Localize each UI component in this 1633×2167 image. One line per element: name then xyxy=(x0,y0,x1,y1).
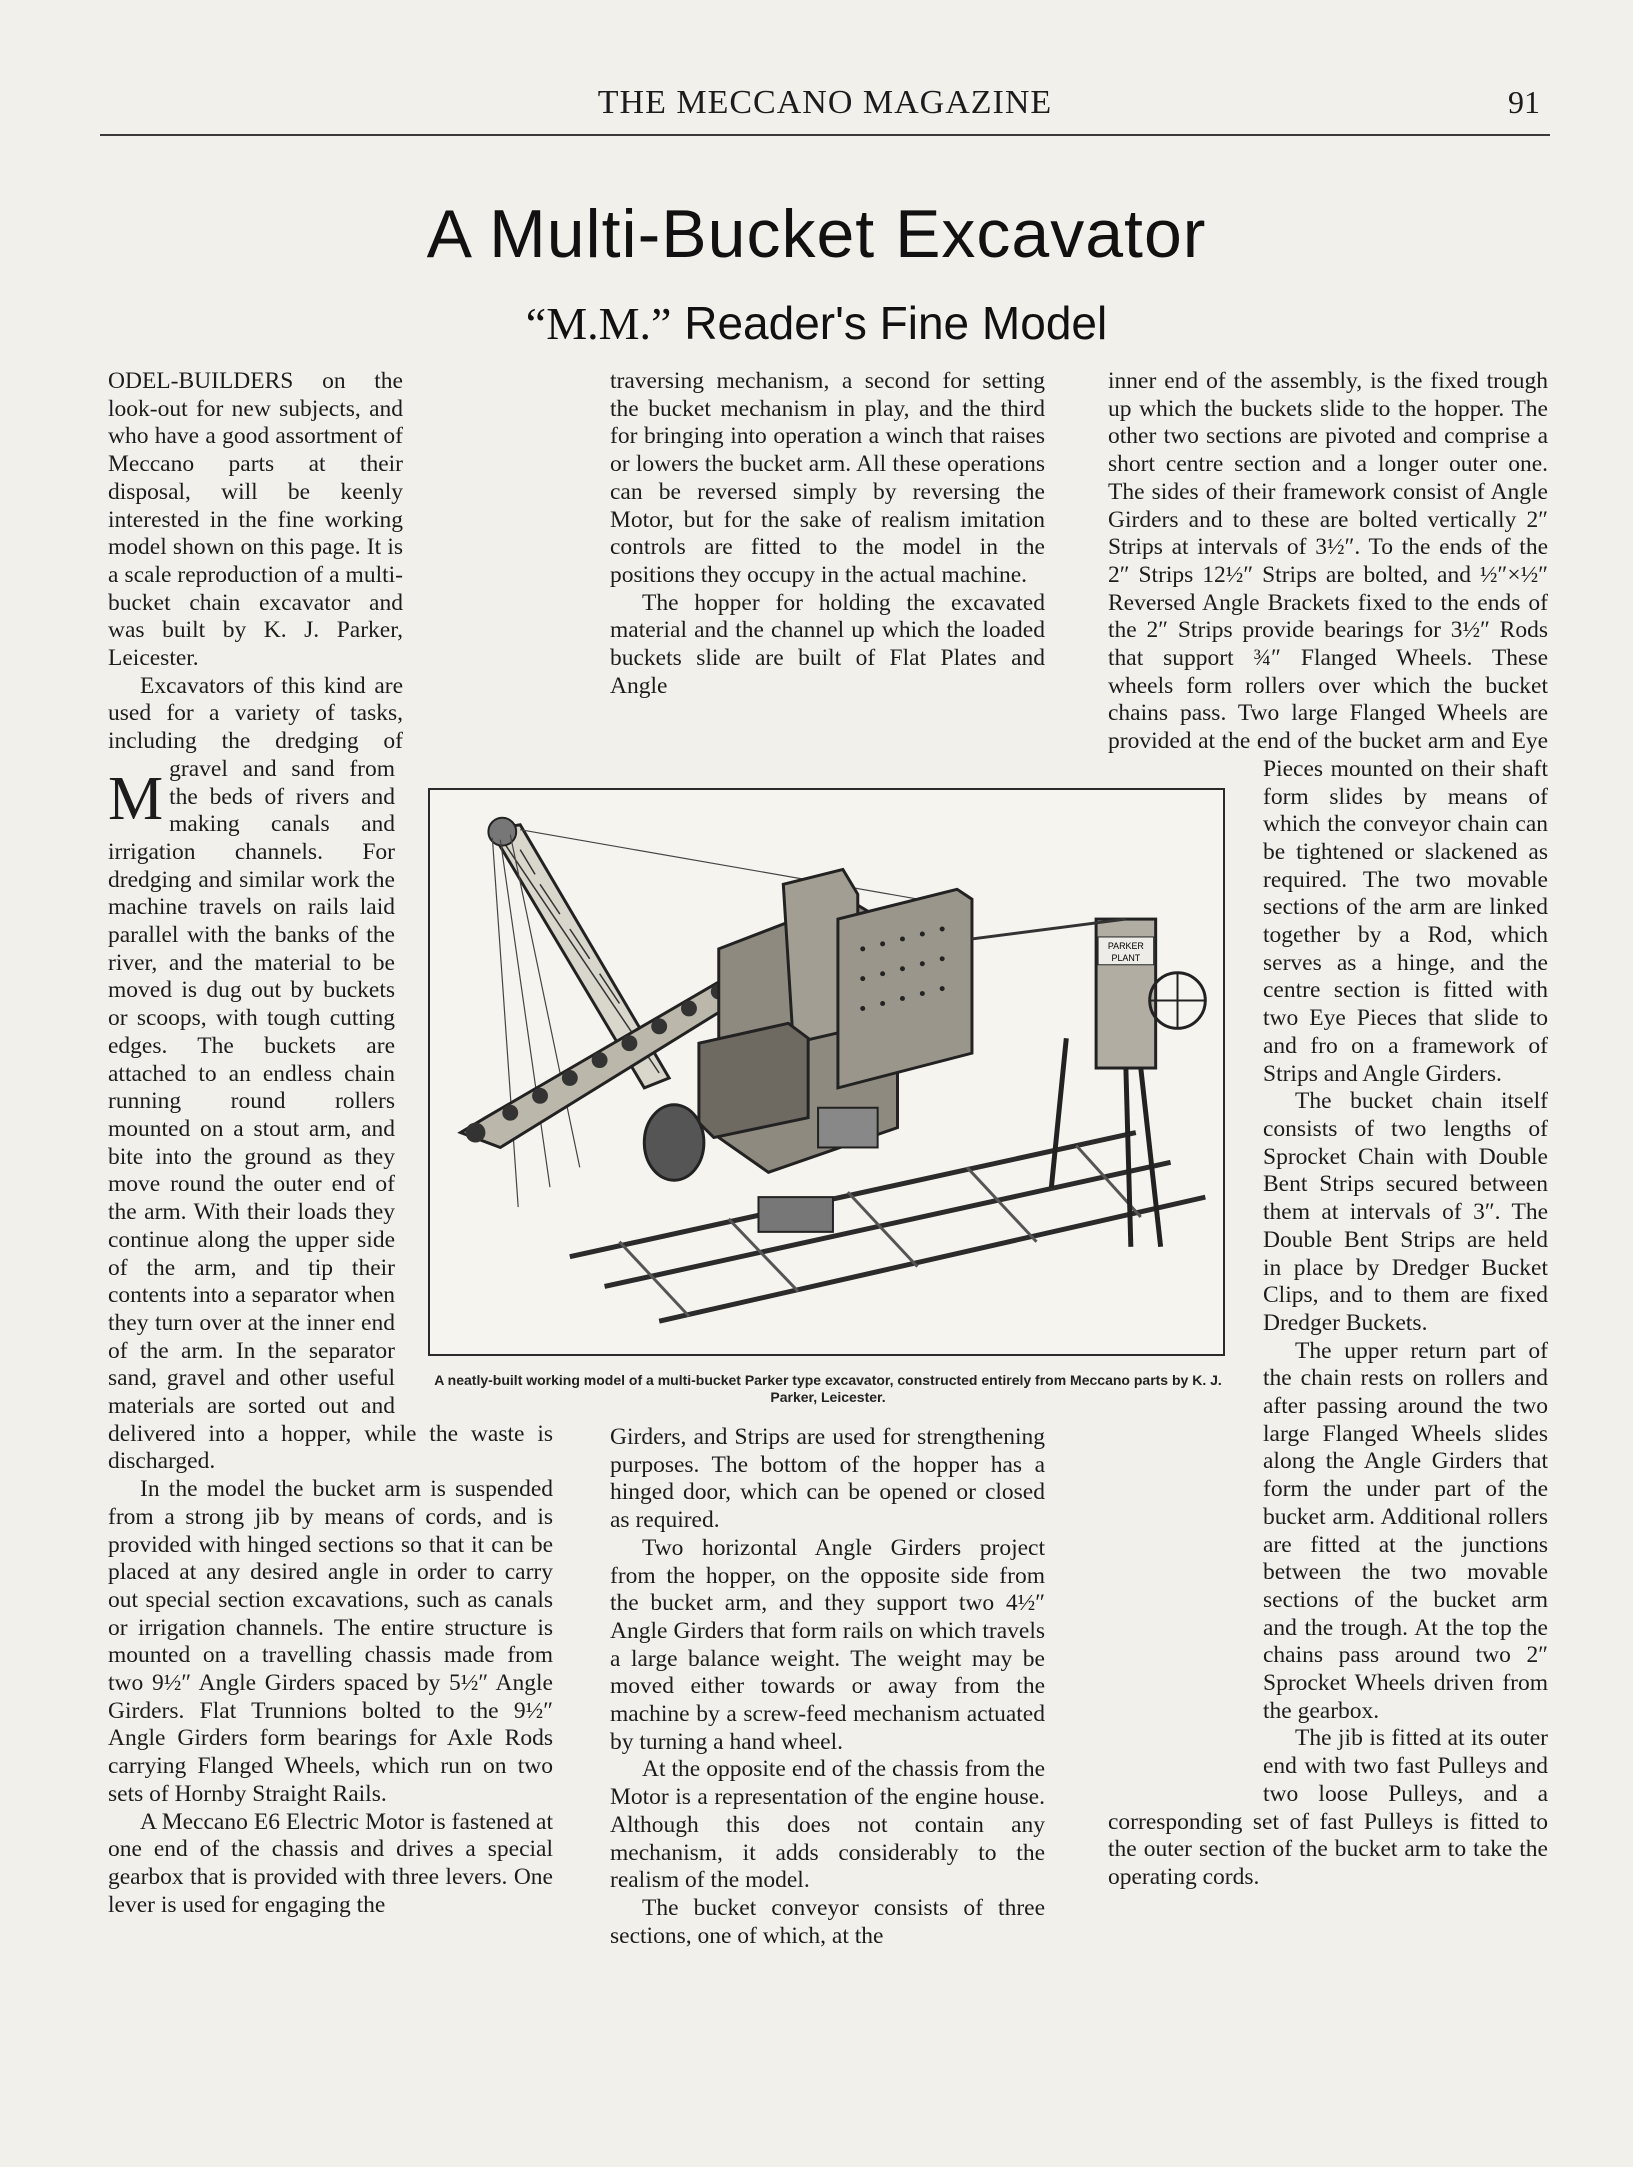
paragraph: Girders, and Strips are used for strengthening purposes. The bottom of the hopper has a hinged door, which can be opened or closed as required. xyxy=(610,1424,1045,1534)
paragraph: At the opposite end of the chassis from the Motor is a representation of the engine house. Although this does not contain any mechanism, it adds considerably to the realism of the model. xyxy=(610,1756,1045,1894)
paragraph: A Meccano E6 Electric Motor is fastened at one end of the chassis and drives a special gearbox that is provided with three levers. One lever is used for engaging the xyxy=(108,1808,553,1918)
article-subtitle xyxy=(0,296,1633,350)
paragraph: Two horizontal Angle Girders project from the hopper, on the opposite side from the bucket arm, and they support two 4½″ Angle Girders that form rails on which travels a large balance weight. The weight may be moved either towards or away from the machine by a screw-feed mechanism actuated by turning a hand wheel. xyxy=(610,1534,1045,1755)
paragraph: inner end of the assembly, is the fixed trough up which the buckets slide to the hopper. The other two sections are pivoted and comprise a short centre section and a longer outer one. The sides of their framework consist of Angle Girders and to these are bolted vertically 2″ Strips at intervals of 3½″. To the ends of the 2″ Strips 12½″ Strips are bolted, and ½″×½″ Reversed Angle Brackets fixed to the ends of the 2″ Strips provide bearings for 3½″ Rods that support ¾″ Flanged Wheels. These wheels form rollers over which the bucket chains pass. Two large Flanged Wheels are provided at the end of the bucket arm and Eye Pieces mounted on their shaft form slides by means of which the conveyor chain can be tightened or slackened as required. The two movable sections of the arm are linked together by a Rod, which serves as a hinge, and the centre section is fitted with two Eye Pieces that slide to and fro on a framework of Strips and Angle Girders. xyxy=(1108,368,1548,1087)
article-title: A Multi-Bucket Excavator xyxy=(426,196,1207,272)
sign-text-2: PLANT xyxy=(1111,952,1141,963)
magazine-title: THE MECCANO MAGAZINE xyxy=(597,84,1053,121)
figure-caption: A neatly-built working model of a multi-bucket Parker type excavator, constructed entirely from Meccano parts by K. J. Parker, Leicester. xyxy=(434,1372,1222,1405)
column-2-bottom xyxy=(610,1424,1045,1950)
sign-text-1: PARKER xyxy=(1107,940,1144,951)
page-header xyxy=(100,82,1550,136)
paragraph-text: ODEL-BUILDERS on the look-out for new subjects, and who have a good assortment of Meccano parts at their disposal, will be keenly interested in the fine working model shown on this page. It is a scale reproduction of a multi-bucket chain excavator and was built by K. J. Parker, Leicester. xyxy=(108,368,403,672)
subtitle-mm: “M.M.” xyxy=(525,298,672,349)
drop-cap: M xyxy=(108,765,164,833)
paragraph: The bucket chain itself consists of two lengths of Sprocket Chain with Double Bent Strips secured between them at intervals of 3″. The Double Bent Strips are held in place by Dredger Bucket Clips, and to them are fixed Dredger Buckets. xyxy=(1263,1088,1548,1336)
paragraph: traversing mechanism, a second for setting the bucket mechanism in play, and the third for bringing into operation a winch that raises or lowers the bucket arm. All these operations can be reversed simply by reversing the Motor, but for the sake of realism imitation controls are fitted to the model in the positions they occupy in the actual machine. xyxy=(610,368,1045,588)
page-number: 91 xyxy=(1508,84,1540,120)
paragraph: In the model the bucket arm is suspended from a strong jib by means of cords, and is provided with hinged sections so that it can be placed at any desired angle in order to carry out special section excavations, such as canals or irrigation channels. The entire structure is mounted on a travelling chassis made from two 9½″ Angle Girders spaced by 5½″ Angle Girders. Flat Trunnions bolted to the 9½″ Angle Girders form bearings for Axle Rods carrying Flanged Wheels, which run on two sets of Hornby Straight Rails. xyxy=(108,1476,553,1807)
paragraph: The bucket conveyor consists of three sections, one of which, at the xyxy=(610,1894,1045,1949)
paragraph: The hopper for holding the excavated material and the channel up which the loaded buckets slide are built of Flat Plates and Angle xyxy=(610,589,1045,699)
excavator-illustration xyxy=(430,790,1223,1354)
column-2-top xyxy=(610,368,1045,700)
paragraph: The upper return part of the chain rests on rollers and after passing around the two large Flanged Wheels slides along the Angle Girders that form the under part of the bucket arm. Additional rollers are fitted at the junctions between the two movable sections of the bucket arm and the trough. At the top the chains pass around two 2″ Sprocket Wheels driven from the gearbox. xyxy=(1263,1337,1548,1724)
paragraph: Excavators of this kind are used for a variety of tasks, including the dredging of gravel and sand from the beds of rivers and making canals and irrigation channels. For dredging and similar work the machine travels on rails laid parallel with the banks of the river, and the material to be moved is dug out by buckets or scoops, with tough cutting edges. The buckets are attached to an endless chain running round rollers mounted on a stout arm, and bite into the ground as they move round the outer end of the arm. With their loads they continue along the upper side of the arm, and tip their contents into a separator when they turn over at the inner end of the arm. In the separator sand, gravel and other useful materials are sorted out and delivered into a hopper, while the waste is discharged. xyxy=(108,672,553,1475)
subtitle-rest: Reader's Fine Model xyxy=(684,297,1108,349)
figure-wrap-spacer xyxy=(403,368,553,770)
excavator-photo xyxy=(428,788,1225,1356)
paragraph: The jib is fitted at its outer end with two fast Pulleys and two loose Pulleys, and a corresponding set of fast Pulleys is fitted to the outer section of the bucket arm to take the operating cords. xyxy=(1108,1725,1548,1890)
